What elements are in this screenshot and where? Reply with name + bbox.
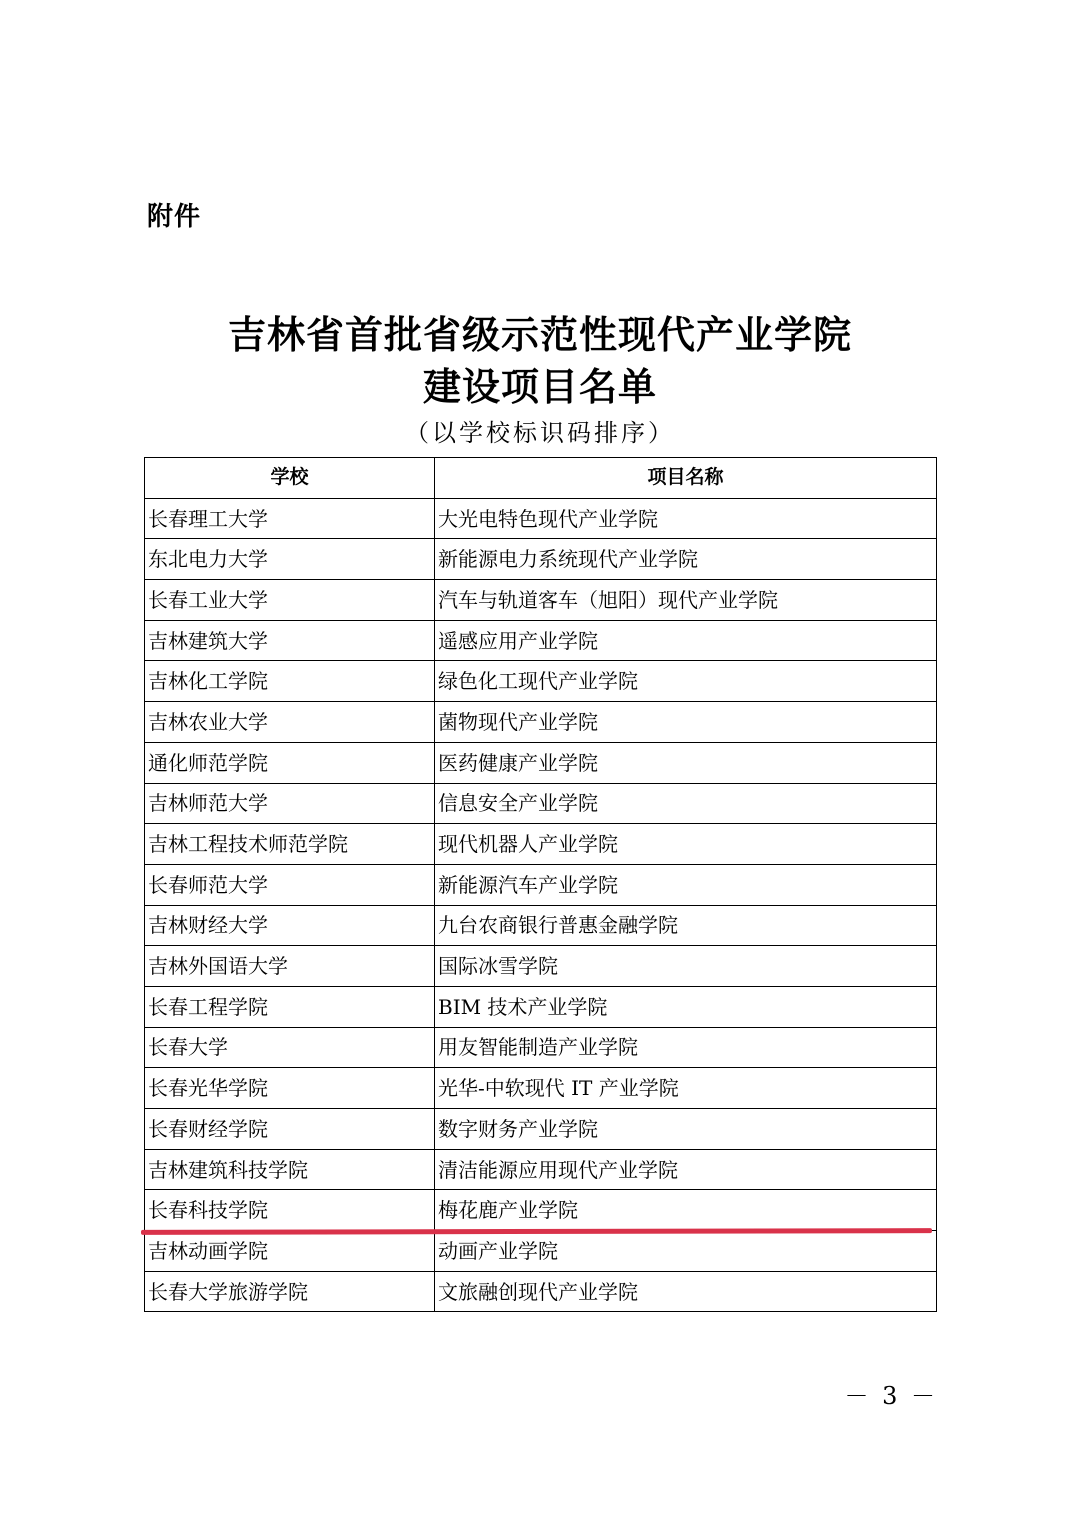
project-name-cell: 梅花鹿产业学院 bbox=[435, 1190, 937, 1231]
project-name-cell: 大光电特色现代产业学院 bbox=[435, 498, 937, 539]
table-row bbox=[145, 864, 937, 905]
project-name-cell: 清洁能源应用现代产业学院 bbox=[435, 1149, 937, 1190]
table-row bbox=[145, 498, 937, 539]
school-cell: 长春理工大学 bbox=[145, 498, 435, 539]
school-cell: 长春财经学院 bbox=[145, 1109, 435, 1150]
school-cell: 吉林工程技术师范学院 bbox=[145, 824, 435, 865]
project-name-cell: 汽车与轨道客车（旭阳）现代产业学院 bbox=[435, 580, 937, 621]
column-header-project: 项目名称 bbox=[435, 458, 937, 499]
table-row bbox=[145, 702, 937, 743]
document-title-line-2: 建设项目名单 bbox=[422, 365, 657, 409]
table-row bbox=[145, 620, 937, 661]
school-cell: 吉林化工学院 bbox=[145, 661, 435, 702]
project-name-cell: 信息安全产业学院 bbox=[435, 783, 937, 824]
project-name-cell: 新能源汽车产业学院 bbox=[435, 864, 937, 905]
column-header-school: 学校 bbox=[145, 458, 435, 499]
school-cell: 长春大学旅游学院 bbox=[145, 1271, 435, 1312]
page-number: － 3 － bbox=[844, 1382, 938, 1410]
project-name-cell: BIM 技术产业学院 bbox=[435, 986, 937, 1027]
table-row bbox=[145, 1109, 937, 1150]
project-name-cell: 遥感应用产业学院 bbox=[435, 620, 937, 661]
project-name-cell: 医药健康产业学院 bbox=[435, 742, 937, 783]
school-cell: 吉林农业大学 bbox=[145, 702, 435, 743]
project-name-cell: 光华-中软现代 IT 产业学院 bbox=[435, 1068, 937, 1109]
school-cell: 长春工程学院 bbox=[145, 986, 435, 1027]
project-name-cell: 九台农商银行普惠金融学院 bbox=[435, 905, 937, 946]
school-cell: 吉林师范大学 bbox=[145, 783, 435, 824]
table-row bbox=[145, 1190, 937, 1231]
table-header-row bbox=[145, 458, 937, 499]
table-row bbox=[145, 783, 937, 824]
document-subtitle: （以学校标识码排序） bbox=[405, 419, 675, 447]
table-row bbox=[145, 580, 937, 621]
project-list-table bbox=[144, 457, 937, 1312]
table-row bbox=[145, 905, 937, 946]
table-body bbox=[145, 498, 937, 1312]
school-cell: 吉林建筑大学 bbox=[145, 620, 435, 661]
school-cell: 长春光华学院 bbox=[145, 1068, 435, 1109]
table-row bbox=[145, 1149, 937, 1190]
school-cell: 通化师范学院 bbox=[145, 742, 435, 783]
project-name-cell: 菌物现代产业学院 bbox=[435, 702, 937, 743]
school-cell: 吉林建筑科技学院 bbox=[145, 1149, 435, 1190]
attachment-label: 附件 bbox=[147, 202, 202, 232]
project-name-cell: 国际冰雪学院 bbox=[435, 946, 937, 987]
project-name-cell: 新能源电力系统现代产业学院 bbox=[435, 539, 937, 580]
school-cell: 长春大学 bbox=[145, 1027, 435, 1068]
table-row bbox=[145, 946, 937, 987]
project-name-cell: 用友智能制造产业学院 bbox=[435, 1027, 937, 1068]
table-row bbox=[145, 539, 937, 580]
table-row bbox=[145, 986, 937, 1027]
table-row bbox=[145, 661, 937, 702]
school-cell: 吉林外国语大学 bbox=[145, 946, 435, 987]
project-name-cell: 动画产业学院 bbox=[435, 1231, 937, 1272]
table-row bbox=[145, 1271, 937, 1312]
project-name-cell: 现代机器人产业学院 bbox=[435, 824, 937, 865]
table-row bbox=[145, 1231, 937, 1272]
table-row bbox=[145, 742, 937, 783]
document-title-line-1: 吉林省首批省级示范性现代产业学院 bbox=[227, 313, 852, 357]
school-cell: 吉林动画学院 bbox=[145, 1231, 435, 1272]
table-row bbox=[145, 1068, 937, 1109]
school-cell: 长春科技学院 bbox=[145, 1190, 435, 1231]
school-cell: 长春工业大学 bbox=[145, 580, 435, 621]
school-cell: 吉林财经大学 bbox=[145, 905, 435, 946]
project-name-cell: 数字财务产业学院 bbox=[435, 1109, 937, 1150]
project-name-cell: 文旅融创现代产业学院 bbox=[435, 1271, 937, 1312]
project-name-cell: 绿色化工现代产业学院 bbox=[435, 661, 937, 702]
school-cell: 长春师范大学 bbox=[145, 864, 435, 905]
table-row bbox=[145, 824, 937, 865]
school-cell: 东北电力大学 bbox=[145, 539, 435, 580]
table-row bbox=[145, 1027, 937, 1068]
